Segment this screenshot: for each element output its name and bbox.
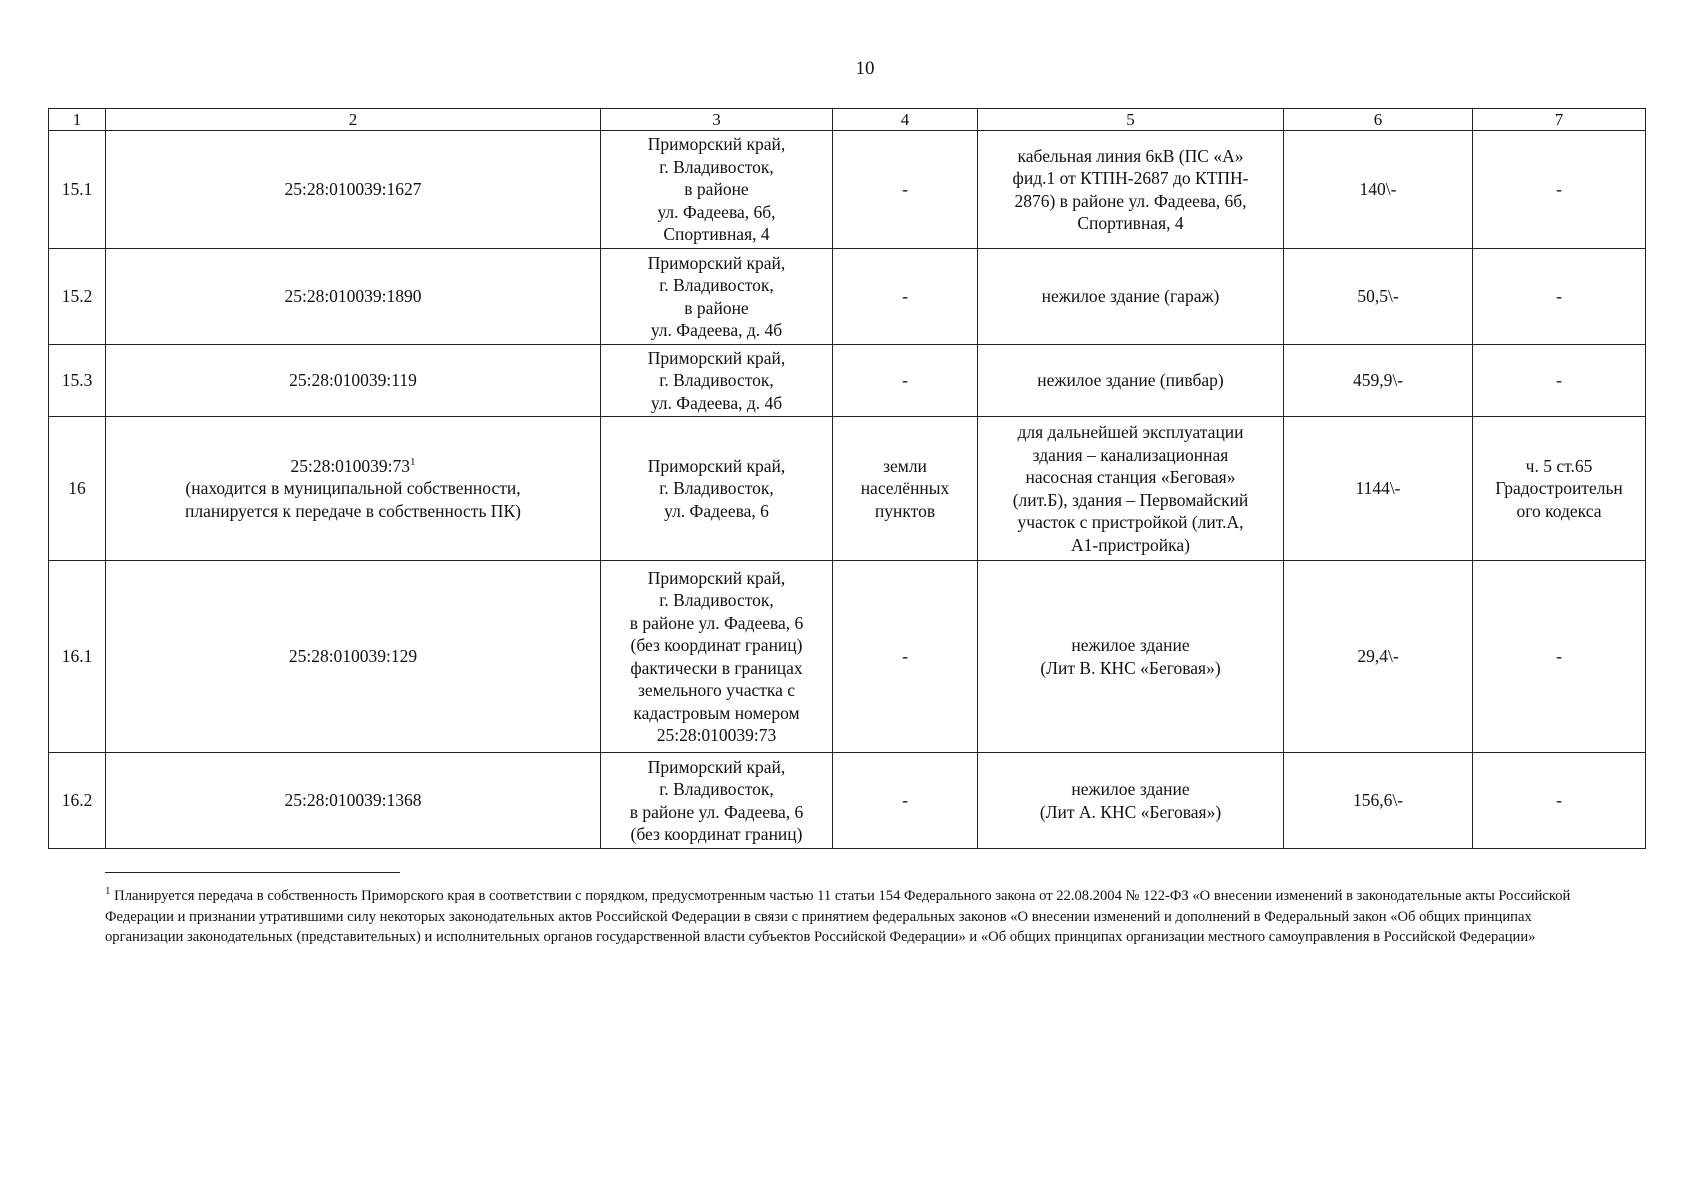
location-cell: Приморский край, г. Владивосток, ул. Фадеева, 6	[601, 417, 833, 561]
column-header: 2	[106, 109, 601, 131]
table-row	[49, 345, 1646, 417]
table-header-row	[49, 109, 1646, 131]
column-header: 7	[1473, 109, 1646, 131]
area-cell: 1144\-	[1284, 417, 1473, 561]
description-cell: кабельная линия 6кВ (ПС «А» фид.1 от КТПН-2687 до КТПН- 2876) в районе ул. Фадеева, 6б, Спортивная, 4	[978, 131, 1284, 249]
location-cell: Приморский край, г. Владивосток, в районе ул. Фадеева, д. 4б	[601, 249, 833, 345]
land-category-cell: -	[833, 131, 978, 249]
note-cell: -	[1473, 753, 1646, 849]
cadastral-number: 25:28:010039:1368	[106, 753, 601, 849]
row-number: 15.3	[49, 345, 106, 417]
ownership-note: (находится в муниципальной собственности, планируется к передаче в собственность ПК)	[185, 478, 521, 521]
cadastral-number: 25:28:010039:119	[106, 345, 601, 417]
location-cell: Приморский край, г. Владивосток, в районе ул. Фадеева, 6 (без координат границ) фактически в границах земельного участка с кадастровым номером 25:28:010039:73	[601, 561, 833, 753]
cadastral-number: 25:28:010039:1890	[106, 249, 601, 345]
column-header: 1	[49, 109, 106, 131]
location-cell: Приморский край, г. Владивосток, в районе ул. Фадеева, 6 (без координат границ)	[601, 753, 833, 849]
area-cell: 459,9\-	[1284, 345, 1473, 417]
location-cell: Приморский край, г. Владивосток, ул. Фадеева, д. 4б	[601, 345, 833, 417]
description-cell: нежилое здание (гараж)	[978, 249, 1284, 345]
note-cell: -	[1473, 561, 1646, 753]
description-cell: нежилое здание (Лит А. КНС «Беговая»)	[978, 753, 1284, 849]
table-row	[49, 753, 1646, 849]
cadastral-number	[106, 417, 601, 561]
row-number: 16.2	[49, 753, 106, 849]
description-cell: нежилое здание (Лит В. КНС «Беговая»)	[978, 561, 1284, 753]
area-cell: 29,4\-	[1284, 561, 1473, 753]
note-cell: -	[1473, 131, 1646, 249]
area-cell: 156,6\-	[1284, 753, 1473, 849]
page-number: 10	[855, 58, 875, 79]
footnote-marker: 1	[105, 885, 111, 898]
area-cell: 140\-	[1284, 131, 1473, 249]
column-header: 4	[833, 109, 978, 131]
row-number: 16.1	[49, 561, 106, 753]
column-header: 6	[1284, 109, 1473, 131]
property-table	[48, 108, 1646, 849]
description-cell: для дальнейшей эксплуатации здания – канализационная насосная станция «Беговая» (лит.Б), здания – Первомайский участок с пристройкой (лит.А, А1-пристройка)	[978, 417, 1284, 561]
description-cell: нежилое здание (пивбар)	[978, 345, 1284, 417]
land-category-cell: земли населённых пунктов	[833, 417, 978, 561]
table-row	[49, 417, 1646, 561]
row-number: 15.1	[49, 131, 106, 249]
footnote	[105, 886, 1605, 948]
note-cell: -	[1473, 345, 1646, 417]
land-category-cell: -	[833, 249, 978, 345]
footnote-ref: 1	[410, 455, 416, 468]
land-category-cell: -	[833, 753, 978, 849]
footnote-divider	[105, 872, 400, 873]
note-cell: ч. 5 ст.65 Градостроительн ого кодекса	[1473, 417, 1646, 561]
row-number: 15.2	[49, 249, 106, 345]
table-row	[49, 131, 1646, 249]
land-category-cell: -	[833, 345, 978, 417]
location-cell: Приморский край, г. Владивосток, в районе ул. Фадеева, 6б, Спортивная, 4	[601, 131, 833, 249]
table-row	[49, 561, 1646, 753]
column-header: 5	[978, 109, 1284, 131]
cadastral-number: 25:28:010039:1627	[106, 131, 601, 249]
cadastral-number: 25:28:010039:129	[106, 561, 601, 753]
cadastral-number-text: 25:28:010039:73	[290, 455, 411, 476]
land-category-cell: -	[833, 561, 978, 753]
column-header: 3	[601, 109, 833, 131]
footnote-text: Планируется передача в собственность Приморского края в соответствии с порядком, предусмотренным частью 11 статьи 154 Федерального закона от 22.08.2004 № 122-ФЗ «О внесении изменений в законодательные акты Российской Федерации и признании утратившими силу некоторых законодательных актов Российской Федерации в связи с принятием федеральных законов «О внесении изменений и дополнений в Федеральный закон «Об общих принципах организации законодательных (представительных) и исполнительных органов государственной власти субъектов Российской Федерации» и «Об общих принципах организации местного самоуправления в Российской Федерации»	[105, 888, 1571, 945]
table-row	[49, 249, 1646, 345]
note-cell: -	[1473, 249, 1646, 345]
area-cell: 50,5\-	[1284, 249, 1473, 345]
row-number: 16	[49, 417, 106, 561]
